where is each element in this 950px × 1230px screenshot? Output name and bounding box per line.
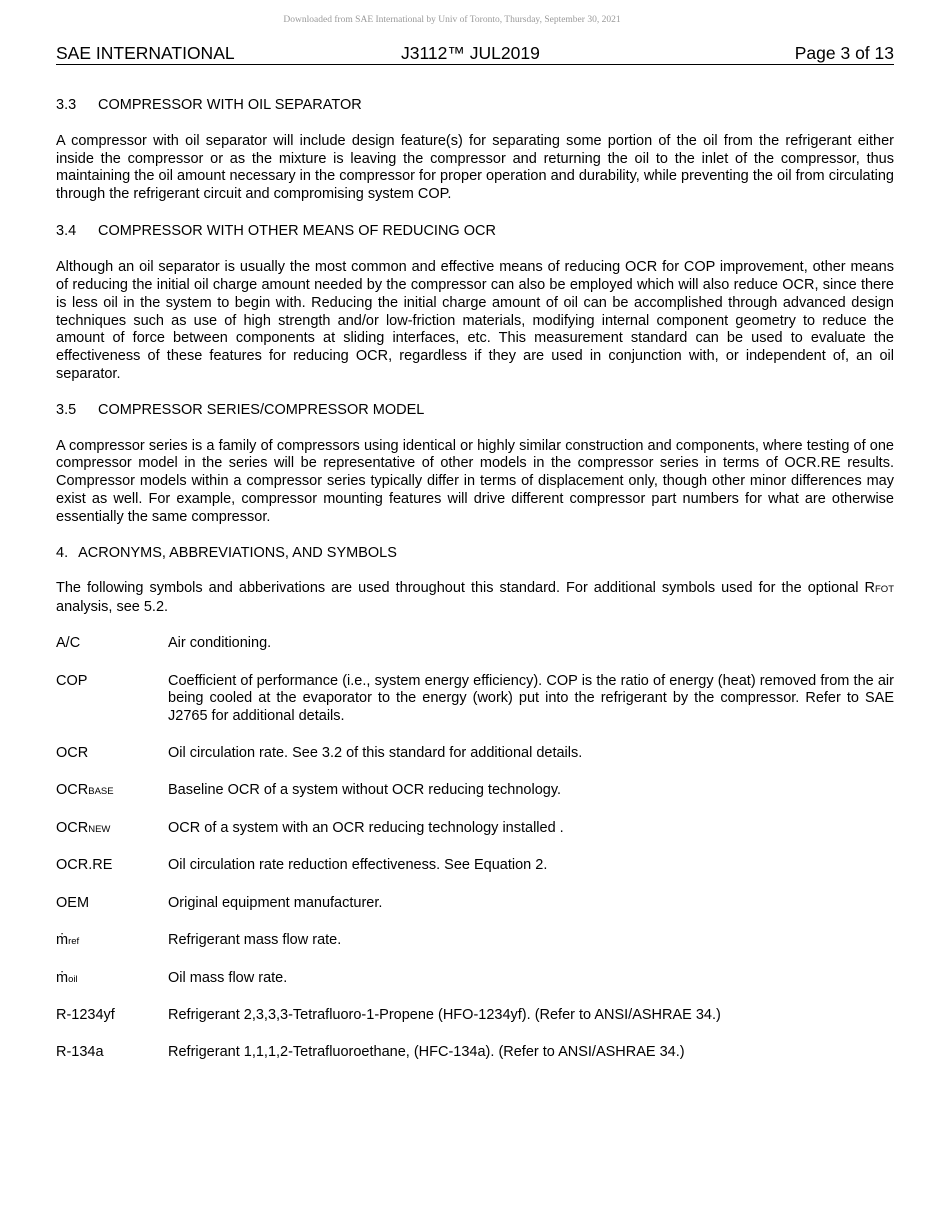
definition-description: Refrigerant mass flow rate.	[168, 932, 342, 949]
definition-row	[56, 1007, 894, 1026]
definition-term: A/C	[56, 635, 81, 652]
section-title: COMPRESSOR WITH OIL SEPARATOR	[98, 97, 362, 113]
header-doc-id: J3112™ JUL2019	[401, 43, 540, 63]
section-heading	[56, 402, 894, 420]
definition-description: Refrigerant 1,1,1,2-Tetrafluoroethane, (HFC-134a). (Refer to ANSI/ASHRAE 34.)	[168, 1044, 685, 1061]
section-number: 4.	[56, 544, 69, 561]
definition-row	[56, 635, 894, 654]
definition-term: OCRBASE	[56, 782, 114, 799]
intro-text: The following symbols and abberivations are used throughout this standard. For additional symbols used for the optional R	[56, 580, 875, 597]
section-title: COMPRESSOR WITH OTHER MEANS OF REDUCING OCR	[98, 223, 496, 240]
definition-description: Refrigerant 2,3,3,3-Tetrafluoro-1-Propene (HFO-1234yf). (Refer to ANSI/ASHRAE 34.)	[168, 1006, 721, 1023]
definition-row	[56, 932, 894, 951]
section-heading	[56, 545, 894, 563]
definition-description: Oil circulation rate reduction effectiveness. See Equation 2.	[168, 857, 548, 874]
definition-description: Oil mass flow rate.	[168, 969, 288, 986]
definition-row	[56, 820, 894, 839]
definition-term: COP	[56, 672, 88, 689]
definition-row	[56, 1044, 894, 1063]
section-heading	[56, 97, 894, 115]
definition-term: OEM	[56, 894, 90, 911]
section-intro-paragraph	[56, 580, 894, 617]
section-paragraph: A compressor with oil separator will include design feature(s) for separating some portion of the oil from the refrigerant either inside the compressor or as the mixture is leaving the compressor and returning the oil to the inlet of the compressor, thus maintaining the oil amount necessary in the compressor for proper operation and durability, while preventing the oil from circulating through the refrigerant circuit and compromising system COP.	[56, 132, 894, 203]
definition-term: OCRNEW	[56, 819, 111, 836]
intro-subscript: FOT	[875, 584, 894, 596]
section-number: 3.5	[56, 401, 77, 418]
definition-term: R-134a	[56, 1044, 104, 1061]
download-watermark: Downloaded from SAE International by Univ of Toronto, Thursday, September 30, 2021	[283, 15, 621, 25]
definition-description: Baseline OCR of a system without OCR reducing technology.	[168, 782, 562, 799]
section-heading	[56, 223, 894, 241]
definition-row	[56, 970, 894, 989]
header-page-number: Page 3 of 13	[794, 43, 894, 63]
definition-row	[56, 857, 894, 876]
definition-term: R-1234yf	[56, 1006, 115, 1023]
section-paragraph: Although an oil separator is usually the most common and effective means of reducing OCR for COP improvement, other means of reducing the initial oil charge amount needed by the compressor can also be employed which will also reduce OCR, since there is less oil in the system to begin with. Reducing the initial charge amount of oil can be accomplished through advanced design techniques such as use of high strength and/or low-friction materials, modifying internal component geometry to reduce the amount of force between components at sliding interfaces, etc. This measurement standard can be used to evaluate the effectiveness of these features for reducing OCR, regardless if they are used in conjunction with, or independent of, an oil separator.	[56, 259, 894, 383]
section-paragraph: A compressor series is a family of compressors using identical or highly similar construction and components, where testing of one compressor model in the series will be representative of other models in the compressor series in terms of OCR.RE results. Compressor models within a compressor series typically differ in terms of displacement only, though other minor differences may exist as well. For example, compressor mounting features will drive different compressor part numbers for what are otherwise essentially the same compressor.	[56, 437, 894, 525]
document-body	[56, 97, 894, 1082]
definition-term: OCR	[56, 744, 89, 761]
definition-description: OCR of a system with an OCR reducing technology installed .	[168, 819, 564, 836]
definition-term: OCR.RE	[56, 857, 113, 874]
section-number: 3.4	[56, 223, 77, 240]
definition-term: ṁref	[56, 932, 80, 949]
definition-description: Air conditioning.	[168, 635, 272, 652]
definition-row	[56, 782, 894, 801]
intro-text-end: analysis, see 5.2.	[56, 599, 169, 616]
definition-row	[56, 745, 894, 764]
section-title: COMPRESSOR SERIES/COMPRESSOR MODEL	[98, 401, 425, 418]
definition-description: Original equipment manufacturer.	[168, 894, 383, 911]
section-number: 3.3	[56, 97, 77, 113]
definition-description: Oil circulation rate. See 3.2 of this standard for additional details.	[168, 744, 583, 761]
header-org: SAE INTERNATIONAL	[56, 43, 235, 63]
section-title: ACRONYMS, ABBREVIATIONS, AND SYMBOLS	[78, 544, 397, 561]
page-header	[56, 43, 894, 65]
definition-description: Coefficient of performance (i.e., system energy efficiency). COP is the ratio of energy (heat) removed from the air being cooled at the evaporator to the energy (work) put into the refrigerant by the compressor. Refer to SAE J2765 for additional details.	[168, 672, 894, 725]
definition-term: ṁoil	[56, 969, 78, 986]
definition-row	[56, 673, 894, 726]
definition-row	[56, 895, 894, 914]
